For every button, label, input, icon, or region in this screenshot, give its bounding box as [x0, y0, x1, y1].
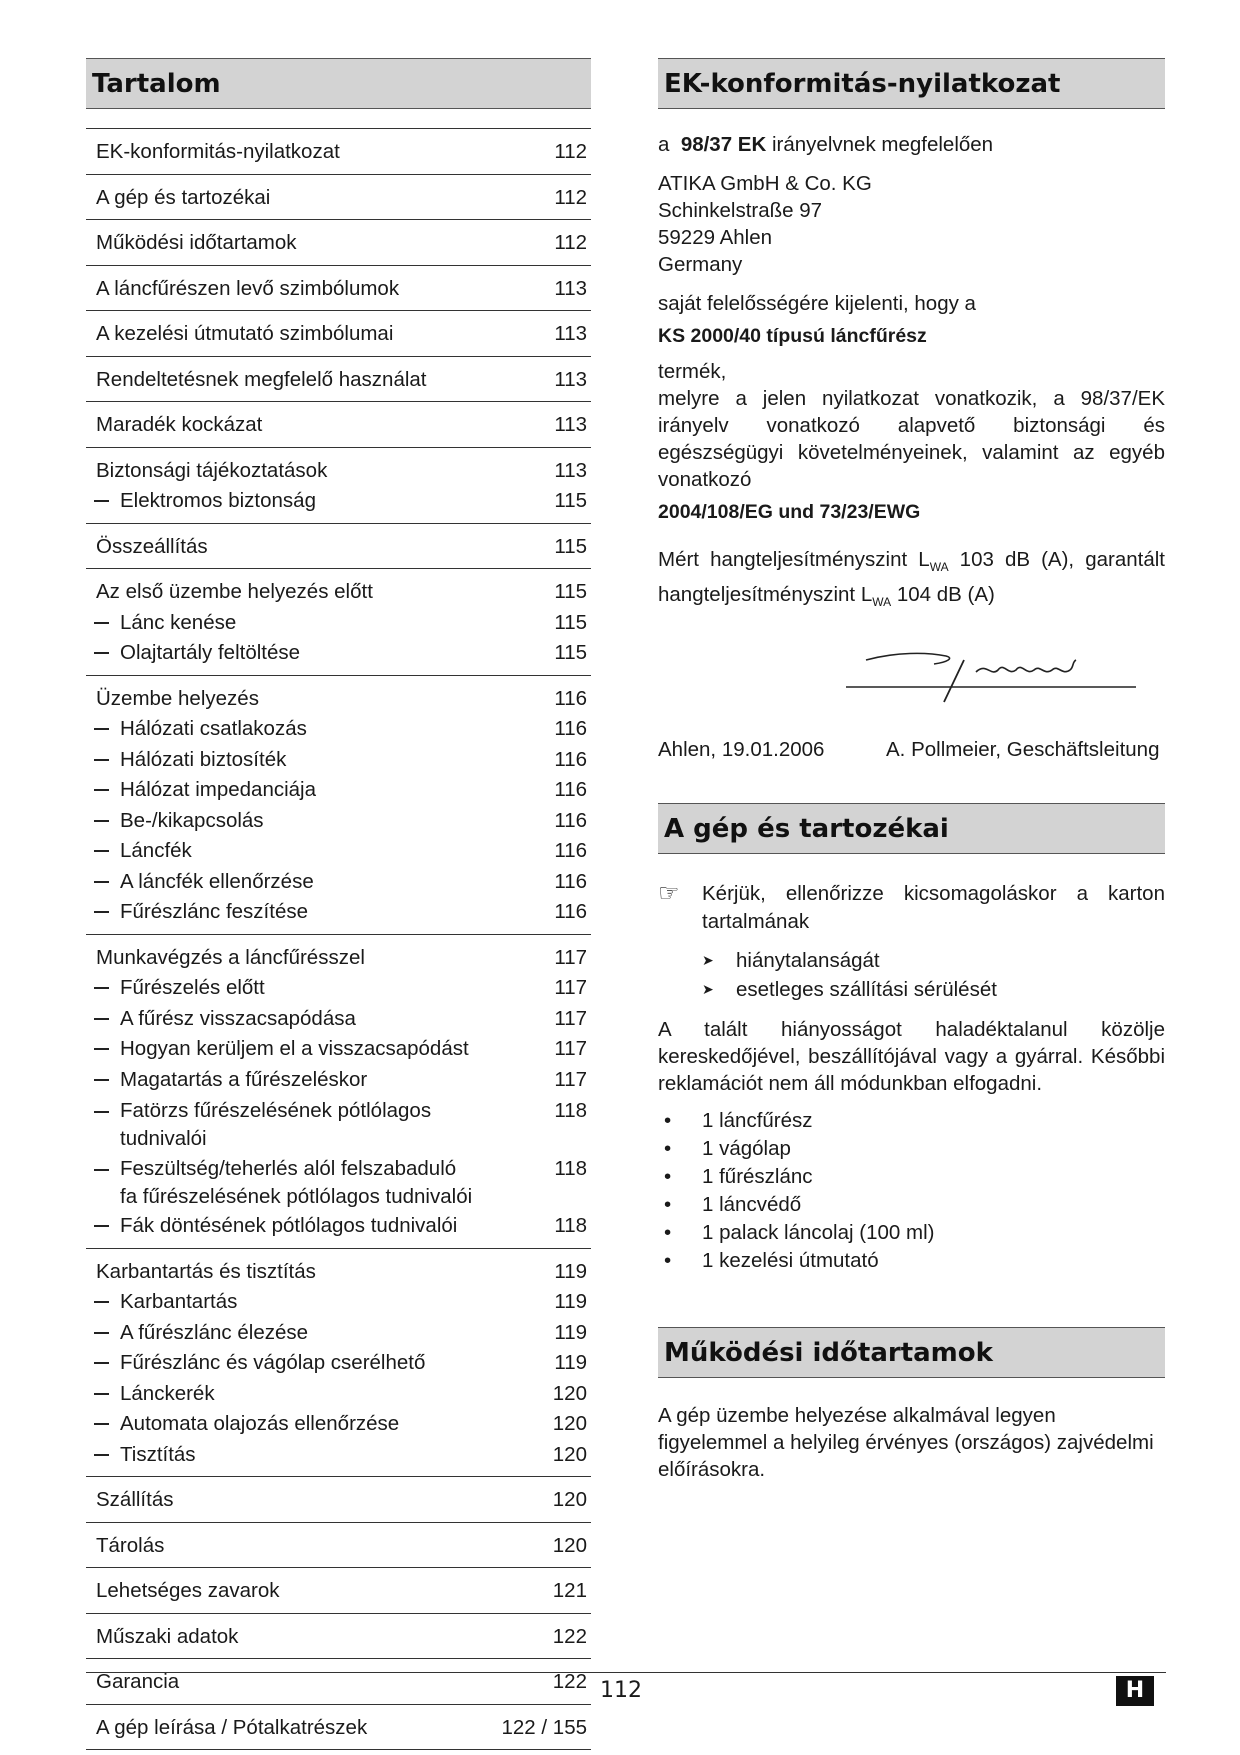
toc-entry-label: Fatörzs fűrészelésének pótlólagos tudnivalói: [86, 1097, 477, 1153]
toc-entry-page: 120: [552, 1488, 587, 1511]
toc-entry-label: A fűrész visszacsapódása: [86, 1004, 477, 1035]
toc-list: [86, 128, 591, 1750]
toc-entry-label: Hálózati csatlakozás: [86, 714, 477, 745]
toc-entry-label: Rendeltetésnek megfelelő használat: [96, 367, 427, 391]
toc-entry-label: A gép és tartozékai: [96, 185, 271, 209]
toc-entry-label: Hálózati biztosíték: [86, 745, 477, 776]
toc-entry-label: Magatartás a fűrészeléskor: [86, 1065, 477, 1096]
toc-subentry[interactable]: [86, 1409, 591, 1440]
toc-entry-page: 115: [554, 534, 587, 558]
toc-entry-label: Karbantartás: [86, 1287, 477, 1318]
toc-entry-label: Műszaki adatok: [96, 1624, 239, 1648]
footer-divider: [86, 1672, 1166, 1673]
toc-entry[interactable]: [86, 456, 591, 487]
toc-group: [86, 174, 591, 220]
toc-entry[interactable]: [86, 943, 591, 974]
bullet-icon: •: [664, 1193, 672, 1217]
toc-entry[interactable]: [86, 183, 591, 214]
ek-declare: saját felelősségére kijelenti, hogy a: [658, 292, 976, 315]
check-list: [698, 946, 1165, 1004]
toc-subentry[interactable]: [86, 1034, 591, 1065]
signature-area: [658, 632, 1165, 732]
toc-entry-page: 112: [554, 140, 587, 163]
toc-entry-label: Fák döntésének pótlólagos tudnivalói: [86, 1211, 477, 1242]
toc-entry-page: 116: [554, 747, 587, 771]
sound-text: Mért hangteljesítményszint L: [658, 548, 930, 571]
toc-entry-label: A láncfűrészen levő szimbólumok: [96, 276, 400, 300]
toc-entry[interactable]: [86, 1257, 591, 1288]
toc-entry-label: Fűrészlánc feszítése: [86, 897, 477, 928]
ek-intro-directive: 98/37 EK: [680, 133, 767, 156]
list-item-text: 1 palack láncolaj (100 ml): [702, 1221, 935, 1245]
address-line: Schinkelstraße 97: [658, 199, 823, 222]
toc-entry-label: Fűrészlánc és vágólap cserélhető: [86, 1348, 477, 1379]
list-item-text: esetleges szállítási sérülését: [736, 978, 997, 1002]
toc-entry-page: 116: [554, 686, 587, 710]
toc-group: [86, 1704, 591, 1750]
toc-entry-label: A fűrészlánc élezése: [86, 1318, 477, 1349]
list-item-text: 1 vágólap: [702, 1137, 791, 1161]
toc-group: [86, 128, 591, 174]
toc-entry-label: Elektromos biztonság: [86, 486, 477, 517]
toc-entry-label: Összeállítás: [96, 534, 208, 558]
toc-entry[interactable]: [86, 1485, 591, 1516]
toc-subentry[interactable]: [86, 836, 591, 867]
toc-subentry[interactable]: [86, 1379, 591, 1410]
toc-subentry[interactable]: [86, 973, 591, 1004]
ek-intro-rest: irányelvnek megfelelően: [772, 133, 994, 156]
toc-entry-label: Fűrészelés előtt: [86, 973, 477, 1004]
toc-subentry[interactable]: [86, 638, 591, 669]
arrow-bullet-icon: ➤: [702, 981, 714, 998]
toc-entry-page: 117: [554, 976, 587, 999]
table-of-contents: [86, 58, 591, 1750]
toc-entry-label: Karbantartás és tisztítás: [96, 1259, 316, 1283]
gep-notice: A talált hiányosságot haladéktalanul közölje kereskedőjével, beszállítójával vagy a gyárral. Későbbi reklamációt nem áll módunkban elfogadni.: [658, 1018, 1165, 1096]
toc-entry-page: 120: [552, 1412, 587, 1435]
toc-entry[interactable]: [86, 1531, 591, 1562]
toc-entry-label: Lánc kenése: [86, 608, 477, 639]
toc-entry[interactable]: [86, 365, 591, 396]
toc-entry-label: A kezelési útmutató szimbólumai: [96, 322, 394, 345]
toc-subentry[interactable]: [86, 806, 591, 837]
toc-group: [86, 310, 591, 356]
list-item: [698, 975, 1165, 1004]
mukodesi-title: Működési időtartamok: [658, 1327, 1165, 1378]
place-date: Ahlen, 19.01.2006: [658, 738, 825, 762]
toc-entry[interactable]: [86, 532, 591, 563]
toc-group: [86, 1522, 591, 1568]
toc-entry[interactable]: [86, 577, 591, 608]
toc-entry-label: Üzembe helyezés: [96, 686, 259, 710]
toc-entry-label: Garancia: [96, 1670, 180, 1693]
toc-entry-label: Feszültség/teherlés alól felszabaduló fa fűrészelésének pótlólagos tudnivalói: [86, 1155, 477, 1211]
toc-subentry[interactable]: [86, 608, 591, 639]
toc-entry-page: 117: [554, 1006, 587, 1030]
toc-subentry[interactable]: [86, 1065, 591, 1096]
address-line: 59229 Ahlen: [658, 226, 773, 249]
toc-entry-page: 119: [554, 1351, 587, 1374]
mukodesi-text: A gép üzembe helyezése alkalmával legyen figyelemmel a helyileg érvényes (országos) zajvédelmi előírásokra.: [658, 1404, 1154, 1482]
toc-entry-page: 122: [552, 1624, 587, 1648]
ek-directives: 2004/108/EG und 73/23/EWG: [658, 501, 921, 523]
toc-group: [86, 675, 591, 934]
toc-entry-page: 112: [554, 185, 587, 209]
toc-entry-label: Tisztítás: [86, 1440, 477, 1471]
toc-entry-page: 115: [554, 489, 587, 512]
toc-entry[interactable]: [86, 1622, 591, 1653]
toc-entry-page: 113: [554, 458, 587, 482]
toc-subentry[interactable]: [86, 897, 591, 928]
toc-group: [86, 568, 591, 675]
toc-entry-page: 122: [552, 1670, 587, 1693]
toc-entry-label: Olajtartály feltöltése: [86, 638, 477, 669]
toc-entry-page: 119: [554, 1290, 587, 1313]
toc-entry-label: A gép leírása / Pótalkatrészek: [96, 1715, 368, 1739]
toc-group: [86, 523, 591, 569]
toc-entry-label: A láncfék ellenőrzése: [86, 867, 477, 898]
toc-entry-page: 112: [554, 231, 587, 254]
toc-entry-page: 117: [554, 1067, 587, 1091]
toc-subentry[interactable]: [86, 1348, 591, 1379]
toc-entry-page: 113: [554, 413, 587, 436]
toc-entry-page: 115: [554, 641, 587, 664]
toc-entry-page: 116: [554, 900, 587, 923]
toc-entry-label: Be-/kikapcsolás: [86, 806, 477, 837]
ek-intro: [658, 131, 1165, 158]
toc-subentry[interactable]: [86, 745, 591, 776]
list-item-text: 1 láncfűrész: [702, 1109, 813, 1133]
right-column: [658, 58, 1165, 1483]
signatory: A. Pollmeier, Geschäftsleitung: [886, 738, 1160, 762]
toc-entry-label: Biztonsági tájékoztatások: [96, 458, 328, 482]
toc-entry-page: 115: [554, 580, 587, 603]
pointing-hand-icon: ☞: [658, 880, 680, 908]
toc-group: [86, 1613, 591, 1659]
toc-group: [86, 1567, 591, 1613]
toc-group: [86, 1248, 591, 1477]
contents-list: [658, 1107, 1165, 1275]
check-note: [658, 880, 1165, 936]
toc-entry-page: 119: [554, 1259, 587, 1283]
toc-entry-label: Szállítás: [96, 1488, 174, 1511]
toc-subentry[interactable]: [86, 1155, 591, 1211]
sound-text: 103 dB (A), garantált hangteljesítményszint L: [658, 548, 1165, 607]
toc-entry-page: 119: [554, 1320, 587, 1344]
bullet-icon: •: [664, 1249, 672, 1273]
toc-group: [86, 356, 591, 402]
toc-title: Tartalom: [86, 58, 591, 109]
bullet-icon: •: [664, 1137, 672, 1161]
toc-subentry[interactable]: [86, 1004, 591, 1035]
toc-subentry[interactable]: [86, 775, 591, 806]
bullet-icon: •: [664, 1109, 672, 1133]
arrow-bullet-icon: ➤: [702, 952, 714, 969]
bullet-icon: •: [664, 1165, 672, 1189]
toc-entry-page: 122 / 155: [501, 1715, 587, 1739]
toc-entry-label: Lánckerék: [86, 1379, 477, 1410]
toc-entry-page: 116: [554, 839, 587, 862]
toc-entry[interactable]: [86, 410, 591, 441]
list-item: [658, 1191, 1165, 1219]
list-item: [658, 1135, 1165, 1163]
toc-entry[interactable]: [86, 319, 591, 350]
toc-entry-page: 120: [552, 1442, 587, 1466]
check-text: Kérjük, ellenőrizze kicsomagoláskor a karton tartalmának: [702, 882, 1165, 934]
toc-subentry[interactable]: [86, 1287, 591, 1318]
toc-entry-label: Hogyan kerüljem el a visszacsapódást: [86, 1034, 477, 1065]
bullet-icon: •: [664, 1221, 672, 1245]
list-item: [658, 1107, 1165, 1135]
address-line: Germany: [658, 253, 743, 276]
list-item-text: 1 fűrészlánc: [702, 1165, 813, 1189]
toc-entry-page: 116: [554, 808, 587, 832]
toc-entry[interactable]: [86, 274, 591, 305]
toc-subentry[interactable]: [86, 1097, 591, 1153]
toc-entry-page: 118: [554, 1099, 587, 1122]
toc-group: [86, 447, 591, 523]
toc-group: [86, 1476, 591, 1522]
toc-group: [86, 265, 591, 311]
toc-entry-page: 113: [554, 367, 587, 391]
toc-entry-page: 113: [554, 322, 587, 345]
toc-entry-page: 113: [554, 276, 587, 300]
toc-group: [86, 401, 591, 447]
toc-entry-page: 117: [554, 945, 587, 969]
manufacturer-address: [658, 170, 1165, 278]
ek-sound-level: [658, 546, 1165, 616]
sound-sub: WA: [872, 595, 892, 610]
ek-title: EK-konformitás-nyilatkozat: [658, 58, 1165, 109]
signature-image: [836, 632, 1146, 722]
country-badge: H: [1116, 1676, 1154, 1706]
sound-sub: WA: [929, 560, 949, 575]
list-item-text: 1 láncvédő: [702, 1193, 802, 1217]
ek-product: KS 2000/40 típusú láncfűrész: [658, 325, 927, 347]
toc-subentry[interactable]: [86, 714, 591, 745]
toc-subentry[interactable]: [86, 1211, 591, 1242]
toc-entry[interactable]: [86, 137, 591, 168]
toc-entry-page: 117: [554, 1037, 587, 1060]
toc-entry-label: Hálózat impedanciája: [86, 775, 477, 806]
toc-entry-label: Munkavégzés a láncfűrésszel: [96, 945, 365, 969]
toc-group: [86, 1658, 591, 1704]
toc-group: [86, 934, 591, 1248]
toc-subentry[interactable]: [86, 867, 591, 898]
toc-entry-label: Maradék kockázat: [96, 413, 263, 436]
list-item: [698, 946, 1165, 975]
list-item: [658, 1219, 1165, 1247]
toc-entry-label: EK-konformitás-nyilatkozat: [96, 140, 340, 163]
toc-entry-label: Lehetséges zavarok: [96, 1579, 280, 1602]
toc-entry-label: Az első üzembe helyezés előtt: [96, 580, 373, 603]
toc-entry-label: Tárolás: [96, 1533, 165, 1557]
list-item: [658, 1163, 1165, 1191]
toc-entry-page: 118: [554, 1157, 587, 1180]
page-number: 112: [600, 1678, 642, 1703]
toc-entry-page: 121: [552, 1579, 587, 1602]
toc-group: [86, 219, 591, 265]
gep-title: A gép és tartozékai: [658, 803, 1165, 854]
sound-text: 104 dB (A): [891, 583, 995, 607]
toc-entry-page: 116: [554, 717, 587, 740]
toc-entry[interactable]: [86, 1576, 591, 1607]
signature-caption: [658, 736, 1165, 763]
toc-entry-page: 115: [554, 610, 587, 634]
toc-subentry[interactable]: [86, 486, 591, 517]
toc-entry-label: Működési időtartamok: [96, 231, 297, 254]
toc-entry[interactable]: [86, 684, 591, 715]
ek-termek: termék,: [658, 360, 727, 383]
toc-entry-page: 116: [554, 869, 587, 893]
list-item-text: hiánytalanságát: [736, 949, 880, 973]
list-item-text: 1 kezelési útmutató: [702, 1249, 879, 1273]
address-line: ATIKA GmbH & Co. KG: [658, 172, 872, 195]
toc-entry-label: Automata olajozás ellenőrzése: [86, 1409, 477, 1440]
toc-entry-page: 120: [552, 1533, 587, 1557]
list-item: [658, 1247, 1165, 1275]
ek-body: melyre a jelen nyilatkozat vonatkozik, a 98/37/EK irányelv vonatkozó alapvető biztonsági és egészségügyi követelményeinek, valamint az egyéb vonatkozó: [658, 387, 1165, 491]
toc-entry-page: 116: [554, 778, 587, 801]
toc-subentry[interactable]: [86, 1440, 591, 1471]
toc-subentry[interactable]: [86, 1318, 591, 1349]
toc-entry[interactable]: [86, 228, 591, 259]
toc-entry[interactable]: [86, 1713, 591, 1744]
ek-intro-a: a: [658, 133, 670, 156]
toc-entry-label: Láncfék: [86, 836, 477, 867]
toc-entry-page: 120: [552, 1381, 587, 1405]
toc-entry-page: 118: [554, 1214, 587, 1237]
